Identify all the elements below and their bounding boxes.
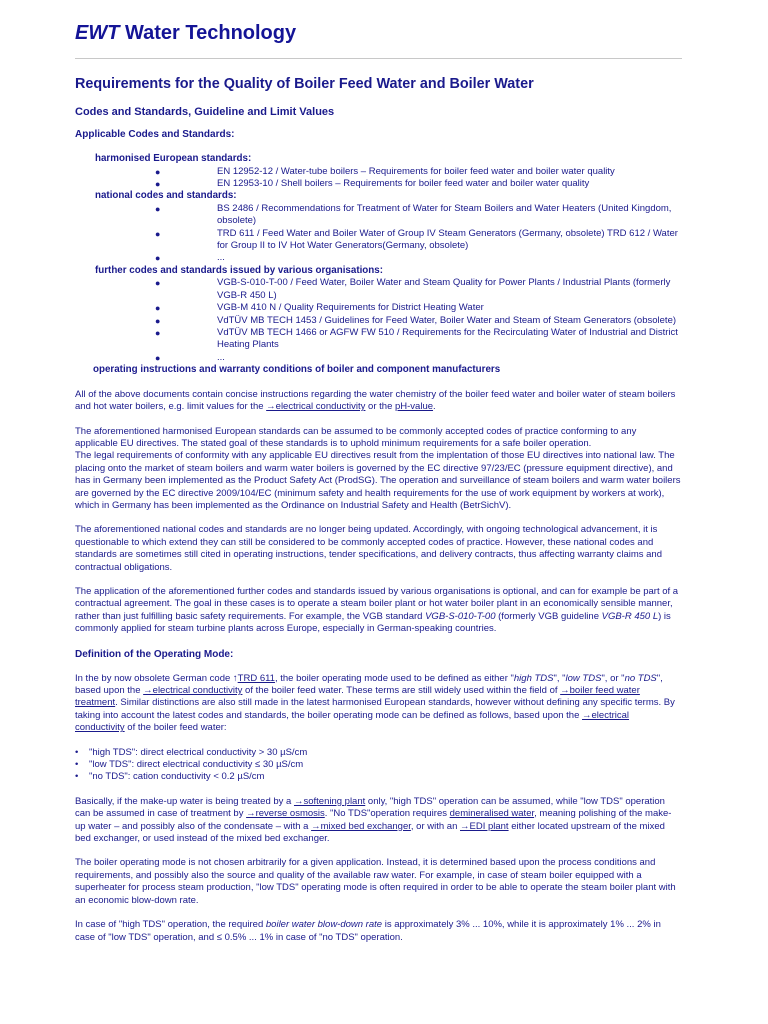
bullet-icon: ● — [155, 352, 161, 363]
group-heading-european: harmonised European standards: — [95, 153, 252, 164]
bullet-icon: ● — [155, 278, 161, 289]
further-text: The application of the aforementioned further codes and standards issued by various organisations is optional, and can for example be part of a contractual agreement. The goal in these cases is to operate a steam boiler plant or hot water boiler plant in an economically sensible manner, rather than just fulfilling basic safety requirements. For example, the VGB standard — [75, 585, 679, 622]
brand-logo-rest: Water Technology — [119, 22, 297, 44]
link-boiler-feed-water-treatment[interactable]: →boiler feed water treatment — [75, 685, 640, 709]
tds-item-text: "high TDS": direct electrical conductivity > 30 µS/cm — [89, 746, 308, 758]
mw-text-c: . "No TDS"operation requires — [324, 808, 450, 820]
further-end: ) is commonly applied for steam turbine plants across Europe, especially in German-speaking countries. — [75, 610, 671, 635]
link-mixed-bed-exchanger[interactable]: →mixed bed exchanger — [311, 820, 411, 832]
header-divider — [75, 58, 682, 59]
list-item — [75, 302, 681, 314]
bullet-icon: • — [75, 759, 79, 771]
bd-text-b: is approximately 3% ... 10%, while it is approximately 1% ... 2% in case of "low TDS" operation, and ≤ 0.5% ... 1% in case of "no TDS" operation. — [75, 919, 661, 943]
link-electrical-conductivity[interactable]: →electrical conductivity — [143, 685, 243, 696]
further-mid: (formerly VGB guideline — [495, 610, 602, 622]
bullet-icon: ● — [155, 166, 161, 177]
intro-end: . — [433, 401, 436, 413]
link-demineralised-water[interactable]: demineralised water — [449, 808, 535, 820]
list-item — [75, 166, 681, 178]
brand-logo-em: EWT — [75, 22, 120, 44]
intro-text: All of the above documents contain concise instructions regarding the water chemistry of the boiler feed water and boiler water of steam boilers and hot water boilers, e.g. limit values for the — [75, 388, 676, 413]
group-heading-national: national codes and standards: — [95, 190, 237, 202]
op-text-d: ", or " — [601, 672, 625, 684]
bullet-icon: ● — [155, 203, 161, 214]
bullet-icon: ● — [155, 253, 161, 264]
bullet-icon: • — [75, 746, 79, 758]
bd-em: boiler water blow-down rate — [265, 919, 383, 931]
list-item — [75, 759, 681, 771]
mw-text-b: only, "high TDS" operation can be assumed, while "low TDS" operation can be assumed in case of treatment by — [75, 795, 665, 820]
bullet-icon: • — [75, 771, 79, 783]
standard-text: VdTÜV MB TECH 1453 / Guidelines for Feed Water, Boiler Water and Steam of Steam Generators (obsolete) — [217, 314, 677, 326]
op-em-high: high TDS — [513, 672, 554, 684]
mw-text-f: either located upstream of the mixed bed exchanger, or used instead of the mixed bed exchanger. — [75, 820, 665, 845]
mw-text-d: , meaning polishing of the make-up water – and possibly also of the condensate – with a — [75, 808, 672, 832]
bullet-icon: ● — [155, 303, 161, 314]
main-content — [75, 76, 681, 944]
op-text-a: In the by now obsolete German code ↑ — [75, 672, 238, 684]
list-item — [75, 352, 681, 364]
standard-text: VGB-M 410 N / Quality Requirements for District Heating Water — [217, 302, 484, 314]
further-em-2: VGB-R 450 L — [601, 610, 659, 622]
brand-logo[interactable] — [75, 22, 296, 45]
paragraph-national: The aforementioned national codes and standards are no longer being updated. Accordingly, with ongoing technological advancement, it is questionable to which extend they can still be considered to be commonly accepted codes of practice. However, these national codes and standards are sometimes still cited in operating instructions, tender specifications, and delivery contracts, thus affecting warranty claims and contractual obligations. — [75, 524, 662, 573]
intro-mid: or the — [365, 401, 395, 413]
list-item — [75, 228, 681, 253]
page-title: Requirements for the Quality of Boiler Feed Water and Boiler Water — [75, 76, 534, 92]
list-item — [75, 315, 681, 327]
standard-text: EN 12953-10 / Shell boilers – Requirements for boiler feed water and boiler water quality — [217, 177, 590, 189]
list-item — [75, 771, 681, 783]
op-text-g: . Similar distinctions are also still made in the latest harmonised European standards, however without defining any specific terms. By taking into account the latest codes and standards, the boiler operating mode can be defined as follows, based upon the — [75, 697, 675, 721]
mw-text-e: , or with an — [410, 820, 460, 832]
bullet-icon: ● — [155, 315, 161, 326]
standard-text: TRD 611 / Feed Water and Boiler Water of Group IV Steam Generators (Germany, obsolete) TRD 612 / Water for Group II to IV Hot Water Generators(Germany, obsolete) — [217, 227, 678, 252]
link-ph-value[interactable]: pH-value — [395, 401, 434, 413]
standard-text: VdTÜV MB TECH 1466 or AGFW FW 510 / Requirements for the Recirculating Water of Industrial and District Heating Plants — [217, 326, 678, 351]
applicable-heading: Applicable Codes and Standards: — [75, 129, 235, 140]
standard-text: EN 12952-12 / Water-tube boilers – Requirements for boiler feed water and boiler water quality — [217, 165, 615, 177]
bullet-icon: ● — [155, 178, 161, 189]
op-text-c: ", " — [553, 672, 566, 684]
list-item — [75, 327, 681, 352]
standard-text: VGB-S-010-T-00 / Feed Water, Boiler Water and Steam Quality for Power Plants / Industrial Plants (formerly VGB-R 450 L) — [217, 277, 671, 301]
standard-text: BS 2486 / Recommendations for Treatment of Water for Steam Boilers and Water Heaters (United Kingdom, obsolete) — [217, 202, 672, 227]
link-trd-611[interactable]: TRD 611 — [237, 672, 275, 684]
further-em-1: VGB-S-010-T-00 — [425, 610, 496, 622]
tds-list — [75, 747, 681, 784]
manufacturers-heading: operating instructions and warranty conditions of boiler and component manufacturers — [93, 364, 501, 376]
bullet-icon: ● — [155, 327, 161, 338]
tds-item-text: "low TDS": direct electrical conductivity ≤ 30 µS/cm — [89, 759, 304, 771]
op-text-f: of the boiler feed water. These terms are still widely used within the field of — [242, 685, 561, 696]
list-item — [75, 277, 681, 302]
standards-list — [75, 153, 681, 377]
link-reverse-osmosis[interactable]: →reverse osmosis — [246, 808, 325, 820]
op-text-e: ", based upon the — [75, 672, 663, 696]
op-text-h: of the boiler feed water: — [124, 722, 227, 734]
list-item — [75, 178, 681, 190]
mw-text-a: Basically, if the make-up water is being treated by a — [75, 795, 294, 807]
paragraph-operating-mode — [75, 673, 681, 735]
link-edi-plant[interactable]: →EDI plant — [460, 820, 509, 832]
paragraph-intro — [75, 389, 681, 414]
paragraph-blowdown — [75, 919, 681, 944]
tds-item-text: "no TDS": cation conductivity < 0.2 µS/cm — [89, 771, 265, 783]
standard-text: ... — [217, 351, 225, 363]
op-em-no: no TDS — [624, 672, 657, 684]
link-electrical-conductivity[interactable]: →electrical conductivity — [266, 401, 366, 413]
list-item — [75, 203, 681, 228]
bd-text-a: In case of "high TDS" operation, the required — [75, 919, 266, 931]
link-softening-plant[interactable]: →softening plant — [293, 795, 366, 807]
list-item — [75, 747, 681, 759]
list-item — [75, 252, 681, 264]
definition-heading: Definition of the Operating Mode: — [75, 648, 234, 660]
paragraph-harmonised: The aforementioned harmonised European standards can be assumed to be commonly accepted codes of practice conforming to any applicable EU directives. The stated goal of these standards is to uphold minimum requirements for a safe boiler operation. — [75, 425, 637, 449]
link-electrical-conductivity[interactable]: →electrical conductivity — [75, 709, 630, 734]
standard-text: ... — [217, 252, 225, 264]
page-subtitle: Codes and Standards, Guideline and Limit Values — [75, 106, 335, 118]
group-heading-further: further codes and standards issued by various organisations: — [95, 264, 383, 276]
op-em-low: low TDS — [565, 672, 602, 684]
bullet-icon: ● — [155, 228, 161, 239]
op-text-b: , the boiler operating mode used to be defined as either " — [274, 672, 514, 684]
paragraph-operating-choice: The boiler operating mode is not chosen arbitrarily for a given application. Instead, it is determined based upon the process conditions and requirements, and possibly also the source and quality of the available raw water. For example, in case of steam boiler equipped with a superheater for process steam production, "low TDS" operating mode is often required in order to be able to operate the steam boiler plant with an economic blow-down rate. — [75, 857, 676, 906]
paragraph-legal: The legal requirements of conformity with any applicable EU directives result from the implentation of those EU directives into national law. The placing onto the market of steam boilers and warm water boilers is governed by the EC directive 97/23/EC (pressure equipment directive), and has in Germany been implemented as the Product Safety Act (ProdSG). The operation and surveillance of steam boilers and warm water boilers are governed by the EC directive 2009/104/EC (minimum safety and health requirements for the use of work equipment by workers at work), which in Germany has been implemented as the Ordinance on Industrial Safety and Health (BetrSichV). — [75, 450, 681, 511]
paragraph-makeup-water — [75, 796, 681, 846]
paragraph-further — [75, 586, 681, 636]
